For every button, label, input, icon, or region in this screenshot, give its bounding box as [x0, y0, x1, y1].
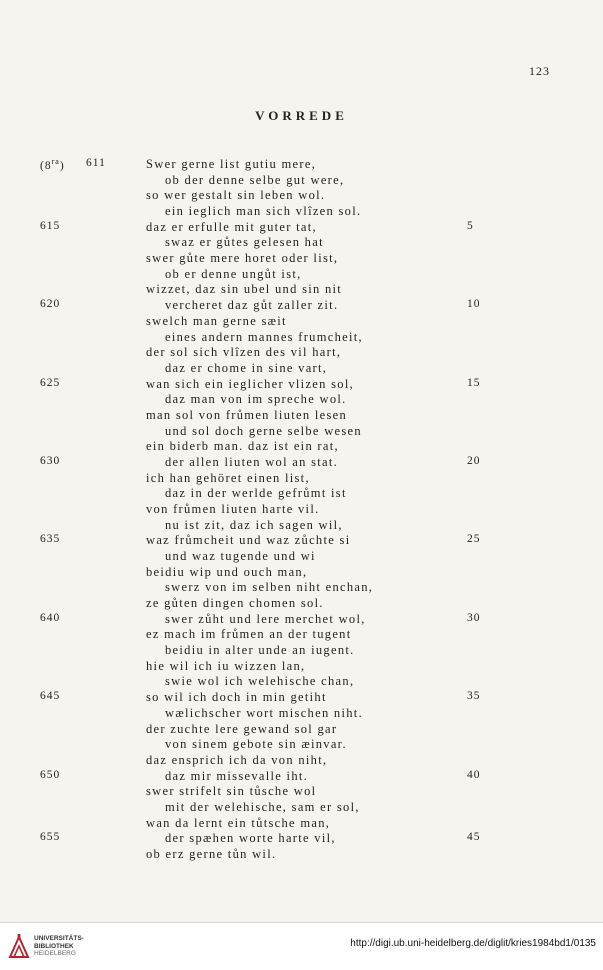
folio-ref-close: ): [59, 160, 65, 172]
verse-line: [0, 706, 603, 721]
manuscript-line-number: 611: [86, 157, 106, 169]
verse-text: daz in der werlde gefrůmt ist: [165, 486, 347, 501]
verse-text: Swer gerne list gutiu mere,: [146, 157, 317, 171]
library-name-line3: HEIDELBERG: [34, 950, 76, 957]
verse-line: [0, 753, 603, 768]
verse-text: der allen liuten wol an stat.: [165, 454, 339, 469]
manuscript-line-number: 635: [40, 533, 61, 546]
manuscript-line-number: 645: [40, 690, 61, 703]
edition-line-number: 25: [467, 533, 481, 546]
verse-text: ze gůten dingen chomen sol.: [146, 596, 324, 610]
verse-text: der sol sich vlîzen des vil hart,: [146, 345, 342, 360]
verse-line: [0, 267, 603, 282]
verse-text: beidiu wip und ouch man,: [146, 564, 308, 579]
verse-text: daz ensprich ich da von niht,: [146, 752, 328, 767]
verse-text: ob er denne ungůt ist,: [165, 266, 302, 281]
verse-line: [0, 518, 603, 533]
verse-text: hie wil ich iu wizzen lan,: [146, 658, 306, 673]
verse-line: [0, 392, 603, 407]
verse-text: von sinem gebote sin æinvar.: [165, 737, 347, 752]
verse-text: ez mach im frůmen an der tugent: [146, 627, 352, 642]
verse-line: [0, 235, 603, 250]
verse-line: [0, 314, 603, 329]
verse-text: swelch man gerne sæit: [146, 313, 287, 328]
verse-line: [0, 173, 603, 188]
verse-line: [0, 816, 603, 831]
verse-text: vercheret daz gůt zaller zit.: [165, 298, 339, 313]
verse-line: [0, 486, 603, 501]
manuscript-line-number: 620: [40, 298, 61, 311]
verse-line: [0, 690, 603, 705]
verse-line: [0, 251, 603, 266]
verse-text: daz er chome in sine vart,: [165, 360, 328, 375]
verse-line: [0, 831, 603, 846]
verse-line: [0, 737, 603, 752]
verse-line: [0, 157, 603, 172]
verse-line: [0, 643, 603, 658]
verse-line: [0, 361, 603, 376]
page-title: VORREDE: [255, 108, 348, 123]
verse-line: [0, 424, 603, 439]
verse-line: [0, 769, 603, 784]
verse-line: [0, 298, 603, 313]
verse-text: swer zůht und lere merchet wol,: [165, 611, 366, 626]
manuscript-line-number: 615: [40, 219, 61, 232]
verse-line: [0, 674, 603, 689]
verse-line: [0, 580, 603, 595]
verse-line: [0, 847, 603, 862]
verse-text: daz er erfulle mit guter tat,: [146, 219, 317, 234]
manuscript-line-number: 655: [40, 831, 61, 844]
verse-line: [0, 330, 603, 345]
verse-text: ein biderb man. daz ist ein rat,: [146, 439, 339, 454]
verse-line: [0, 722, 603, 737]
verse-text: swer gůte mere horet oder list,: [146, 251, 339, 266]
verse-line: [0, 549, 603, 564]
edition-line-number: 20: [467, 454, 481, 467]
edition-line-number: 30: [467, 611, 481, 624]
verse-text: mit der welehische, sam er sol,: [165, 799, 360, 814]
verse-line: [0, 408, 603, 423]
folio-ref-sup: ra: [51, 157, 60, 166]
verse-line: [0, 471, 603, 486]
verse-text: ob der denne selbe gut were,: [165, 172, 345, 187]
verse-text: so wer gestalt sin leben wol.: [146, 188, 326, 203]
verse-text: beidiu in alter unde an iugent.: [165, 643, 355, 658]
verse-line: [0, 596, 603, 611]
verse-line: [0, 188, 603, 203]
verse-text: swer strifelt sin tůsche wol: [146, 784, 317, 799]
verse-line: [0, 565, 603, 580]
verse-text: daz man von im spreche wol.: [165, 392, 347, 407]
verse-line: [0, 204, 603, 219]
verse-text: von frůmen liuten harte vil.: [146, 502, 320, 516]
manuscript-line-number: 625: [40, 376, 61, 389]
manuscript-line-number: 640: [40, 611, 61, 624]
verse-text: wan da lernt ein tůtsche man,: [146, 815, 331, 830]
verse-line: [0, 659, 603, 674]
verse-line: [0, 439, 603, 454]
verse-line: [0, 377, 603, 392]
verse-line: [0, 345, 603, 360]
edition-line-number: 45: [467, 831, 481, 844]
manuscript-line-number: 630: [40, 454, 61, 467]
edition-line-number: 5: [467, 219, 474, 232]
verse-text: der zuchte lere gewand sol gar: [146, 721, 338, 736]
verse-text: ein ieglich man sich vlîzen sol.: [165, 204, 362, 218]
library-name[interactable]: [34, 935, 84, 958]
permalink-url[interactable]: http://digi.ub.uni-heidelberg.de/diglit/kries1984bd1/0135: [350, 938, 596, 949]
verse-text: wizzet, daz sin ubel und sin nit: [146, 282, 343, 297]
verse-line: [0, 612, 603, 627]
verse-text: der spæhen worte harte vil,: [165, 831, 336, 846]
university-library-logo-icon[interactable]: [8, 933, 30, 959]
page-number: 123: [529, 64, 550, 78]
verse-text: wan sich ein ieglicher vlizen sol,: [146, 376, 355, 391]
library-name-line1: UNIVERSITÄTS-: [34, 935, 84, 942]
verse-line: [0, 784, 603, 799]
verse-text: wælichscher wort mischen niht.: [165, 705, 363, 720]
library-name-line2: BIBLIOTHEK: [34, 942, 74, 950]
verse-line: [0, 220, 603, 235]
verse-text: nu ist zit, daz ich sagen wil,: [165, 517, 343, 532]
verse-line: [0, 533, 603, 548]
verse-text: swaz er gůtes gelesen hat: [165, 235, 324, 250]
verse-line: [0, 502, 603, 517]
verse-line: [0, 282, 603, 297]
footer-bar: [0, 922, 603, 970]
verse-text: so wil ich doch in min getiht: [146, 690, 327, 705]
verse-text: swie wol ich welehische chan,: [165, 674, 355, 689]
edition-line-number: 10: [467, 298, 481, 311]
verse-text: waz frůmcheit und waz zůchte si: [146, 533, 351, 548]
verse-text: swerz von im selben niht enchan,: [165, 580, 374, 595]
verse-text: eines andern mannes frumcheit,: [165, 329, 363, 344]
manuscript-folio-ref: [40, 157, 65, 172]
verse-text: ob erz gerne tůn wil.: [146, 846, 277, 861]
edition-line-number: 15: [467, 376, 481, 389]
manuscript-line-number: 650: [40, 768, 61, 781]
verse-text: ich han gehöret einen list,: [146, 470, 310, 485]
verse-line: [0, 800, 603, 815]
verse-line: [0, 455, 603, 470]
verse-text: und waz tugende und wi: [165, 549, 316, 563]
edition-line-number: 35: [467, 690, 481, 703]
verse-text: man sol von frůmen liuten lesen: [146, 407, 348, 422]
verse-text: daz mir missevalle iht.: [165, 768, 309, 783]
verse-line: [0, 627, 603, 642]
edition-line-number: 40: [467, 768, 481, 781]
folio-ref-text: (8: [40, 160, 52, 172]
verse-text: und sol doch gerne selbe wesen: [165, 423, 362, 438]
